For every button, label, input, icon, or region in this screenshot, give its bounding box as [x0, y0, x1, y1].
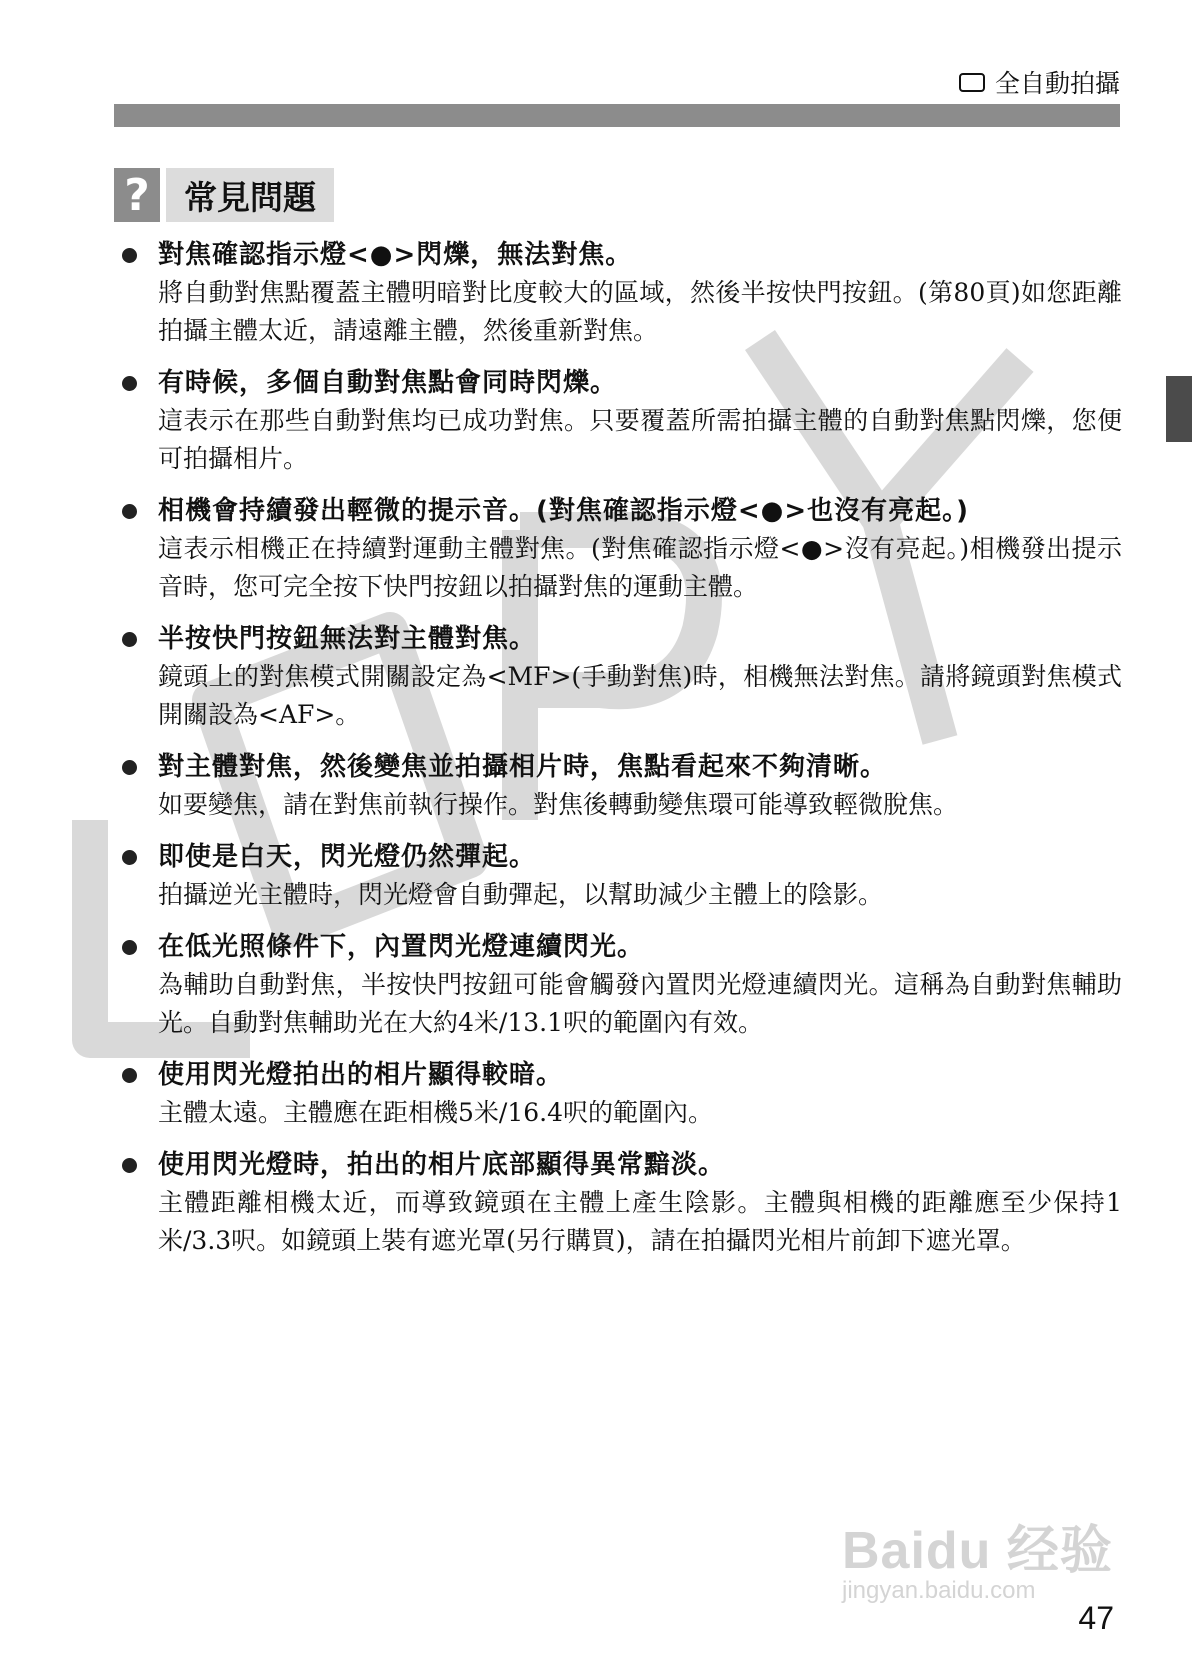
faq-answer: 為輔助自動對焦，半按快門按鈕可能會觸發內置閃光燈連續閃光。這稱為自動對焦輔助光。自動對焦輔助光在大約4米/13.1呎的範圍內有效。 — [158, 970, 1122, 1037]
faq-answer: 拍攝逆光主體時，閃光燈會自動彈起，以幫助減少主體上的陰影。 — [158, 880, 884, 909]
bullet-icon — [122, 504, 137, 519]
faq-question: 使用閃光燈拍出的相片顯得較暗。 — [158, 1060, 564, 1090]
faq-question: 對焦確認指示燈<●>閃爍，無法對焦。 — [158, 240, 633, 270]
bullet-icon — [122, 376, 137, 391]
faq-answer: 將自動對焦點覆蓋主體明暗對比度較大的區域，然後半按快門按鈕。(第80頁)如您距離拍攝主體太近，請遠離主體，然後重新對焦。 — [158, 278, 1122, 345]
bullet-icon — [122, 632, 137, 647]
faq-title: 常見問題 — [166, 168, 334, 222]
faq-question: 即使是白天，閃光燈仍然彈起。 — [158, 842, 537, 872]
faq-question: 半按快門按鈕無法對主體對焦。 — [158, 624, 537, 654]
faq-question: 對主體對焦，然後變焦並拍攝相片時，焦點看起來不夠清晰。 — [158, 752, 888, 782]
faq-item — [118, 748, 1122, 824]
page-number: 47 — [1078, 1600, 1114, 1636]
bullet-icon — [122, 850, 137, 865]
faq-item — [118, 1056, 1122, 1132]
faq-item — [118, 364, 1122, 478]
auto-mode-icon — [959, 73, 985, 92]
logo-url-text: jingyan.baidu.com — [842, 1577, 1036, 1604]
bullet-icon — [122, 1068, 137, 1083]
question-mark-icon: ? — [114, 168, 160, 222]
faq-item — [118, 236, 1122, 350]
faq-item — [118, 492, 1122, 606]
header-bar — [114, 104, 1120, 127]
chapter-tab — [1166, 376, 1192, 442]
logo-main-text: Baidu 经验 — [842, 1522, 1113, 1580]
faq-answer: 這表示在那些自動對焦均已成功對焦。只要覆蓋所需拍攝主體的自動對焦點閃爍，您便可拍攝相片。 — [158, 406, 1122, 473]
faq-item — [118, 928, 1122, 1042]
bullet-icon — [122, 1158, 137, 1173]
bullet-icon — [122, 940, 137, 955]
section-title: 全自動拍攝 — [994, 69, 1120, 98]
baidu-jingyan-logo — [842, 1508, 1113, 1605]
section-header — [959, 64, 1120, 100]
bullet-icon — [122, 248, 137, 263]
faq-answer: 主體距離相機太近，而導致鏡頭在主體上產生陰影。主體與相機的距離應至少保持1米/3.3呎。如鏡頭上裝有遮光罩(另行購買)，請在拍攝閃光相片前卸下遮光罩。 — [158, 1188, 1122, 1255]
faq-list — [118, 236, 1122, 1274]
faq-heading — [114, 168, 334, 222]
faq-question: 在低光照條件下，內置閃光燈連續閃光。 — [158, 932, 645, 962]
faq-item — [118, 1146, 1122, 1260]
faq-item — [118, 620, 1122, 734]
faq-answer: 這表示相機正在持續對運動主體對焦。(對焦確認指示燈<●>沒有亮起。)相機發出提示音時，您可完全按下快門按鈕以拍攝對焦的運動主體。 — [158, 534, 1122, 601]
faq-question: 使用閃光燈時，拍出的相片底部顯得異常黯淡。 — [158, 1150, 726, 1180]
faq-answer: 如要變焦，請在對焦前執行操作。對焦後轉動變焦環可能導致輕微脫焦。 — [158, 790, 959, 819]
faq-item — [118, 838, 1122, 914]
faq-question: 有時候，多個自動對焦點會同時閃爍。 — [158, 368, 618, 398]
faq-answer: 鏡頭上的對焦模式開關設定為<MF>(手動對焦)時，相機無法對焦。請將鏡頭對焦模式開關設為<AF>。 — [158, 662, 1122, 729]
faq-question: 相機會持續發出輕微的提示音。(對焦確認指示燈<●>也沒有亮起。) — [158, 496, 970, 526]
bullet-icon — [122, 760, 137, 775]
faq-answer: 主體太遠。主體應在距相機5米/16.4呎的範圍內。 — [158, 1098, 713, 1127]
